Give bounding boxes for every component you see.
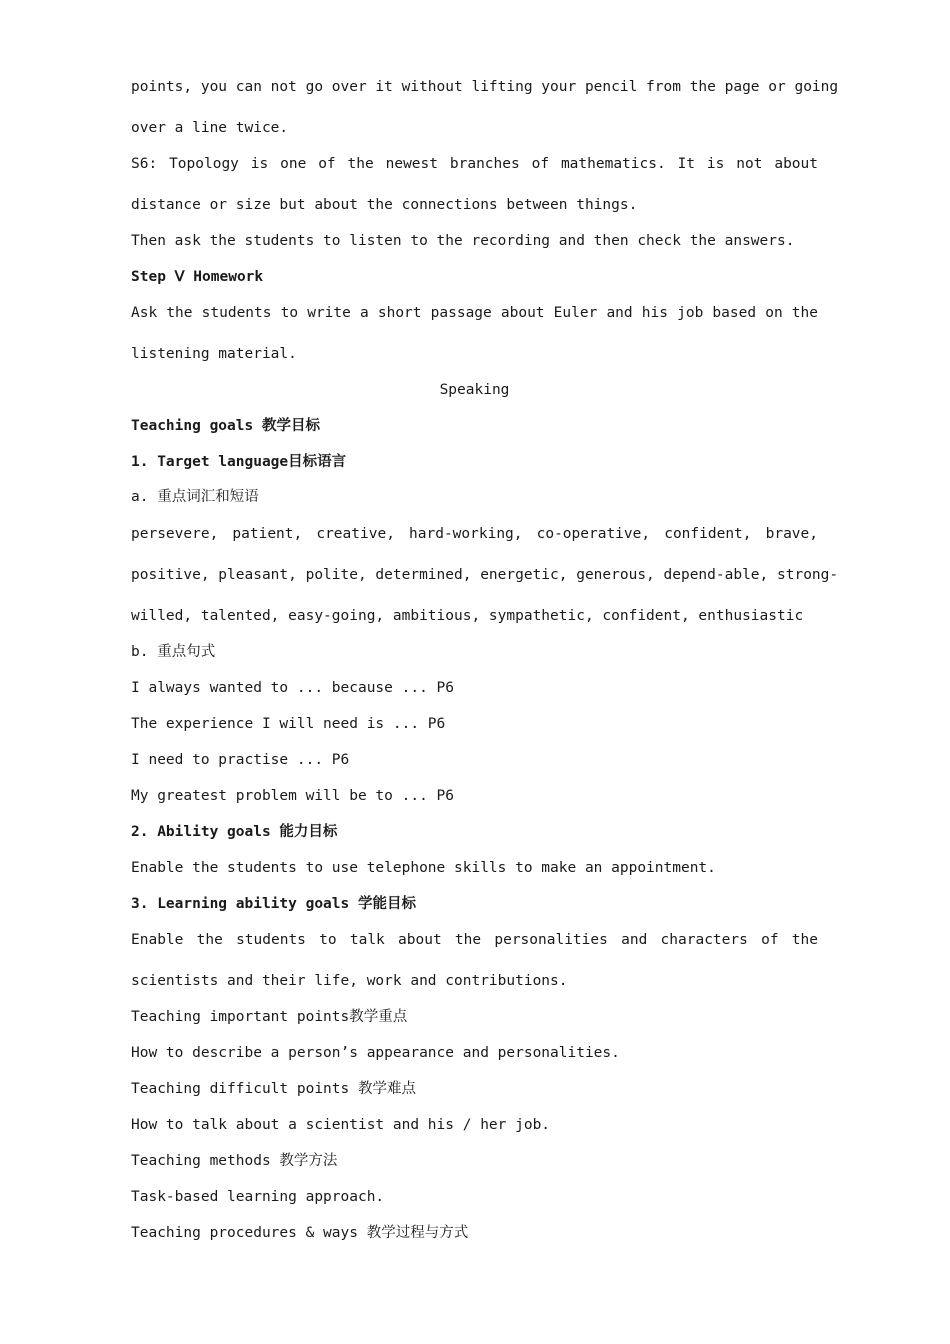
body-text-line: Ask the students to write a short passage about Euler and his job based on the — [131, 305, 818, 321]
section-heading: Teaching goals 教学目标 — [131, 418, 320, 434]
step-heading: Step Ⅴ Homework — [131, 269, 264, 285]
body-text-line: Enable the students to use telephone skills to make an appointment. — [131, 860, 716, 876]
list-label: a. 重点词汇和短语 — [131, 489, 259, 505]
body-text-line: S6: Topology is one of the newest branches of mathematics. It is not about — [131, 156, 818, 172]
section-heading: Teaching important points教学重点 — [131, 1009, 408, 1025]
body-text-line: scientists and their life, work and contributions. — [131, 973, 568, 989]
body-text-line: over a line twice. — [131, 120, 289, 136]
body-text-line: How to describe a person’s appearance and personalities. — [131, 1045, 620, 1061]
sentence-pattern: I always wanted to ... because ... P6 — [131, 680, 455, 696]
body-text-line: Enable the students to talk about the personalities and characters of the — [131, 932, 818, 948]
section-heading: Teaching procedures & ways 教学过程与方式 — [131, 1225, 469, 1241]
section-heading: Teaching methods 教学方法 — [131, 1153, 338, 1169]
sentence-pattern: I need to practise ... P6 — [131, 752, 350, 768]
vocabulary-line: willed, talented, easy-going, ambitious, sympathetic, confident, enthusiastic — [131, 608, 804, 624]
vocabulary-line: positive, pleasant, polite, determined, energetic, generous, depend-able, strong- — [131, 567, 839, 583]
section-heading: Teaching difficult points 教学难点 — [131, 1081, 416, 1097]
body-text-line: Then ask the students to listen to the recording and then check the answers. — [131, 233, 795, 249]
body-text-line: points, you can not go over it without lifting your pencil from the page or going — [131, 79, 839, 95]
body-text-line: distance or size but about the connections between things. — [131, 197, 638, 213]
subsection-heading: 1. Target language目标语言 — [131, 454, 347, 470]
section-title: Speaking — [439, 382, 510, 398]
sentence-pattern: My greatest problem will be to ... P6 — [131, 788, 455, 804]
body-text-line: listening material. — [131, 346, 297, 362]
subsection-heading: 3. Learning ability goals 学能目标 — [131, 896, 416, 912]
list-label: b. 重点句式 — [131, 644, 216, 660]
vocabulary-line: persevere, patient, creative, hard-working, co-operative, confident, brave, — [131, 526, 818, 542]
body-text-line: Task-based learning approach. — [131, 1189, 385, 1205]
sentence-pattern: The experience I will need is ... P6 — [131, 716, 446, 732]
body-text-line: How to talk about a scientist and his / her job. — [131, 1117, 551, 1133]
subsection-heading: 2. Ability goals 能力目标 — [131, 824, 338, 840]
